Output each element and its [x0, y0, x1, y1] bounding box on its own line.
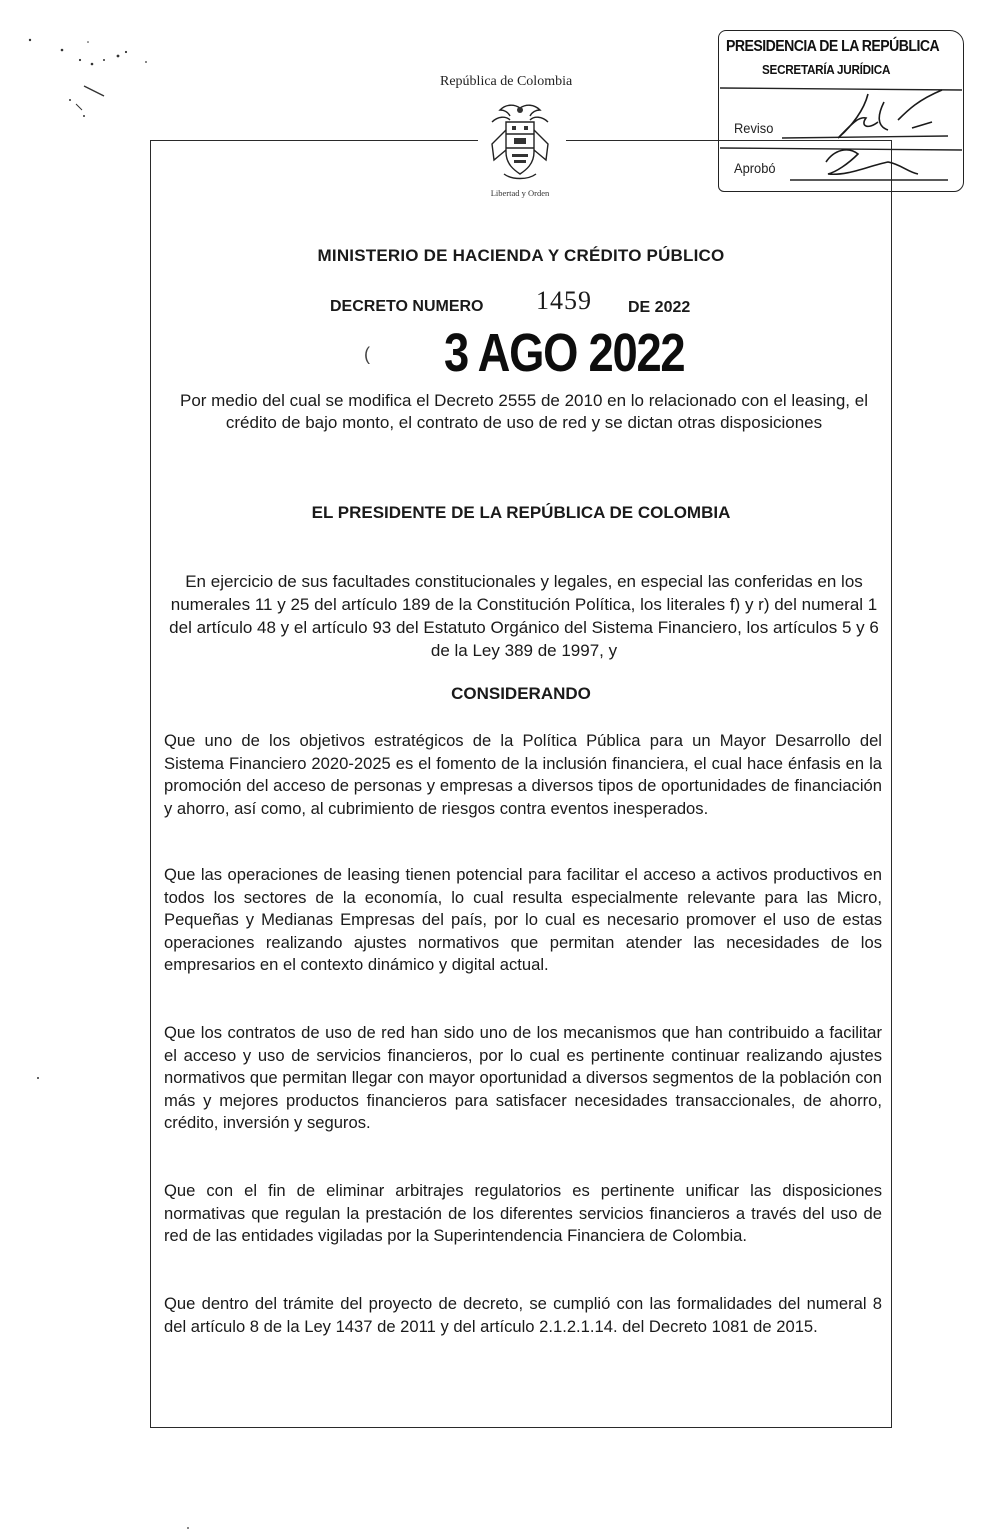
decreto-year: DE 2022: [628, 299, 691, 316]
stamp-presidencia: PRESIDENCIA DE LA REPÚBLICA: [726, 38, 940, 55]
decreto-date-stamp: 3 AGO 2022: [444, 323, 685, 383]
decreto-number: 1459: [536, 286, 592, 315]
considerando-paragraph-5: Que dentro del trámite del proyecto de decreto, se cumplió con las formalidades del numeral 8 del artículo 8 de la Ley 1437 de 2011 y del artículo 2.1.2.1.14. del Decreto 1081 de 2015.: [164, 1294, 882, 1336]
considerando-paragraph-3: Que los contratos de uso de red han sido uno de los mecanismos que han contribuido a facilitar el acceso y uso de servicios financieros, por lo cual es pertinente continuar realizando ajustes normativos que permitan llegar con mayor oportunidad a diversos segmentos de la población con más y mejores productos financieros para satisfacer necesidades transaccionales, de ahorro, crédito, inversión y seguros.: [164, 1023, 882, 1132]
decreto-paren: (: [364, 344, 370, 364]
ejercicio-paragraph: En ejercicio de sus facultades constitucionales y legales, en especial las conferidas en los numerales 11 y 25 del artículo 189 de la Constitución Política, los literales f) y r) del numeral 1 del artículo 48 y el artículo 93 del Estatuto Orgánico del Sistema Financiero, los artículos 5 y 6 de la Ley 389 de 1997, y: [169, 572, 879, 660]
considerando-heading: CONSIDERANDO: [451, 684, 591, 703]
stamp-secretaria: SECRETARÍA JURÍDICA: [762, 62, 891, 77]
considerando-paragraph-2: Que las operaciones de leasing tienen potencial para facilitar el acceso a activos productivos en todos los sectores de la economía, lo cual resulta especialmente relevante para las Micro, Pequeñas y Medianas Empresas del país, por lo cual es necesario promover el uso de estas operaciones realizando ajustes normativos que permitan atender las necesidades de los empresarios en el contexto dinámico y digital actual.: [164, 865, 882, 974]
republica-heading: República de Colombia: [440, 74, 573, 89]
coat-of-arms-icon: [484, 100, 556, 200]
stamp-aprobo-label: Aprobó: [734, 160, 776, 176]
decreto-epigrafe: Por medio del cual se modifica el Decreto 2555 de 2010 en lo relacionado con el leasing, el crédito de bajo monto, el contrato de uso de red y se dictan otras disposiciones: [180, 391, 868, 432]
considerando-paragraph-1: Que uno de los objetivos estratégicos de la Política Pública para un Mayor Desarrollo del Sistema Financiero 2020-2025 es el fomento de la inclusión financiera, el cual hace énfasis en la promoción del acceso de personas y empresas a diversos tipos de oportunidades de financiación y ahorro, así como, al cubrimiento de riesgos contra eventos inesperados.: [164, 731, 882, 818]
ministerio-heading: MINISTERIO DE HACIENDA Y CRÉDITO PÚBLICO: [317, 246, 725, 265]
presidente-heading: EL PRESIDENTE DE LA REPÚBLICA DE COLOMBIA: [311, 503, 731, 522]
considerando-paragraph-4: Que con el fin de eliminar arbitrajes regulatorios es pertinente unificar las disposiciones normativas que regulan la prestación de los diferentes servicios financieros a través del uso de red de las entidades vigiladas por la Superintendencia Financiera de Colombia.: [164, 1181, 882, 1245]
stamp-reviso-label: Reviso: [734, 120, 774, 136]
motto-text: Libertad y Orden: [490, 188, 550, 198]
decreto-label: DECRETO NUMERO: [330, 298, 484, 315]
